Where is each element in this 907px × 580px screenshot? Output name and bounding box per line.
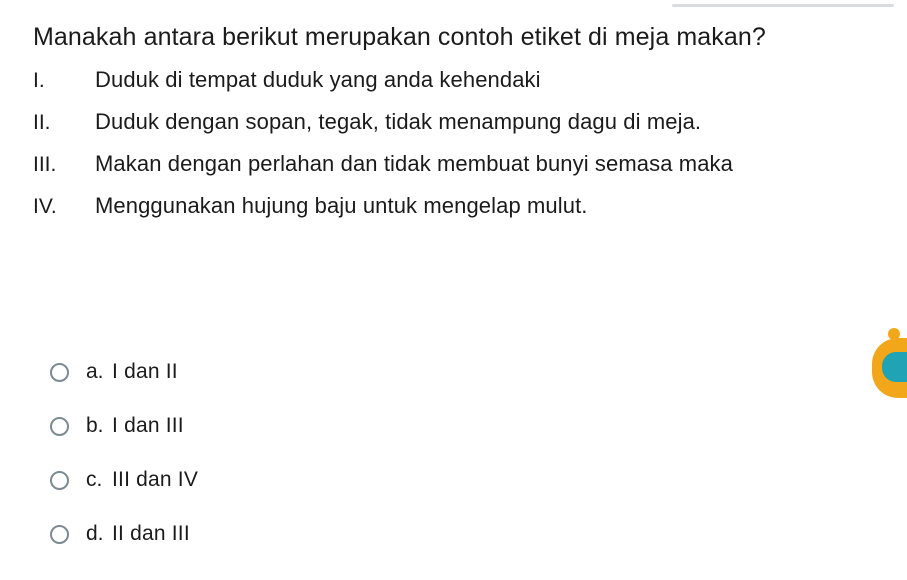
statement-number: III. [33,153,57,176]
option-c[interactable] [0,453,907,507]
badge-dot [888,328,900,340]
option-a[interactable] [0,345,907,399]
option-label: I dan II [112,360,178,383]
statement-text: Makan dengan perlahan dan tidak membuat bunyi semasa maka [95,151,733,176]
statement-text: Duduk di tempat duduk yang anda kehendaki [95,67,541,92]
question-block [0,22,907,234]
option-letter: b. [86,414,104,437]
chrome-divider [672,4,894,7]
option-letter: a. [86,360,104,383]
option-d[interactable] [0,507,907,561]
option-label: II dan III [112,522,190,545]
option-letter: c. [86,468,103,491]
list-item [33,150,907,178]
question-stem: Manakah antara berikut merupakan contoh etiket di meja makan? [33,23,766,51]
radio-button-icon[interactable] [50,417,69,436]
list-item [33,192,907,220]
award-badge-icon [872,322,907,408]
option-letter: d. [86,522,104,545]
top-chrome [0,0,907,10]
statement-list [0,66,907,220]
radio-button-icon[interactable] [50,471,69,490]
radio-button-icon[interactable] [50,525,69,544]
statement-text: Duduk dengan sopan, tegak, tidak menampung dagu di meja. [95,109,702,134]
badge-inner [882,352,907,382]
statement-number: II. [33,111,51,134]
statement-number: IV. [33,195,57,218]
answer-options [0,345,907,561]
option-b[interactable] [0,399,907,453]
statement-number: I. [33,69,45,92]
option-label: III dan IV [112,468,199,491]
option-label: I dan III [112,414,184,437]
list-item [33,108,907,136]
list-item [33,66,907,94]
radio-button-icon[interactable] [50,363,69,382]
statement-text: Menggunakan hujung baju untuk mengelap mulut. [95,193,588,218]
